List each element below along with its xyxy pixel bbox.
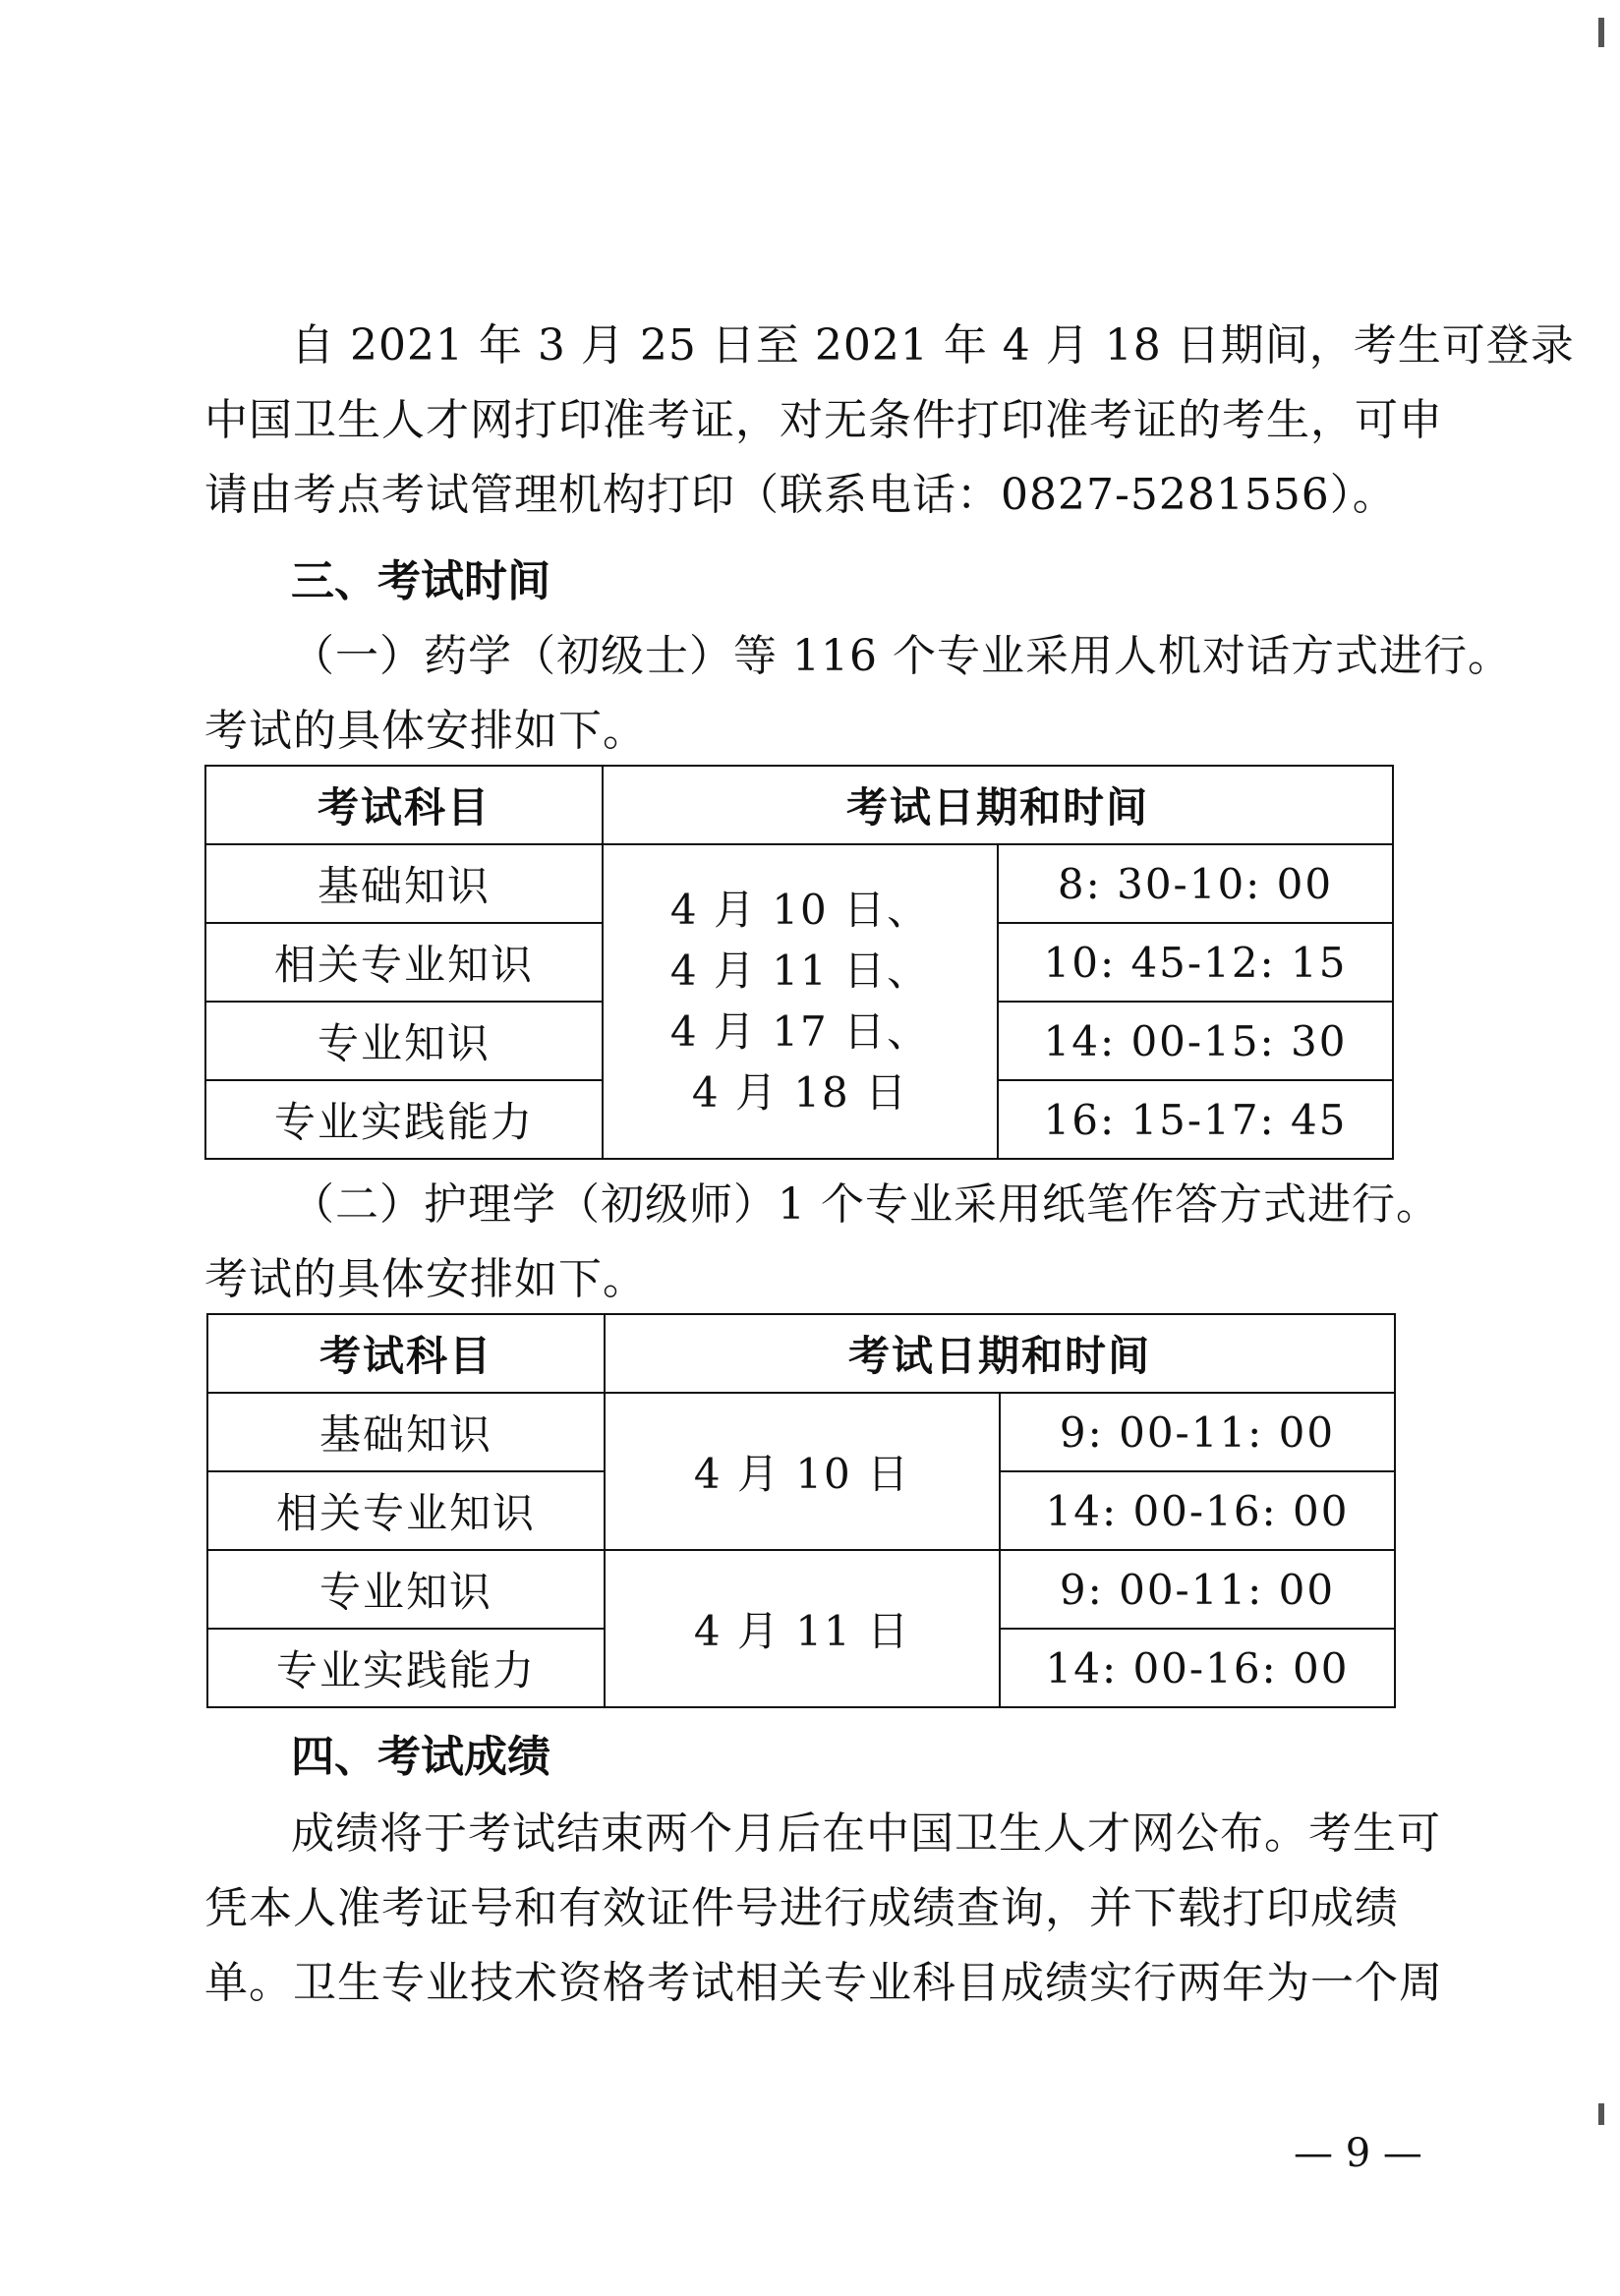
table1-date-line: 4 月 10 日、 <box>669 886 931 934</box>
table1-header-datetime: 考试日期和时间 <box>603 766 1393 844</box>
exam-schedule-table-1 <box>204 765 1394 1160</box>
exam-schedule-table-2 <box>206 1313 1396 1708</box>
scan-edge-mark <box>1598 2103 1604 2125</box>
table2-time-cell: 9: 00-11: 00 <box>1000 1393 1395 1471</box>
intro-line-2: 中国卫生人才网打印准考证，对无条件打印准考证的考生，可申 <box>204 395 1443 445</box>
table2-subject-cell: 专业知识 <box>207 1550 605 1629</box>
table2-subject-cell: 基础知识 <box>207 1393 605 1471</box>
table2-subject-cell: 相关专业知识 <box>207 1471 605 1550</box>
scan-edge-mark <box>1598 18 1604 47</box>
table1-time-cell: 10: 45-12: 15 <box>998 923 1393 1002</box>
section-heading-exam-time: 三、考试时间 <box>291 556 550 606</box>
subsection-1-line-1: （一）药学（初级士）等 116 个专业采用人机对话方式进行。 <box>291 631 1512 681</box>
section-heading-exam-results: 四、考试成绩 <box>291 1732 550 1782</box>
table1-date-cell <box>603 844 998 1159</box>
subsection-2-line-2: 考试的具体安排如下。 <box>204 1254 647 1304</box>
table2-date-cell: 4 月 11 日 <box>605 1550 1000 1707</box>
table1-date-line: 4 月 18 日 <box>691 1068 909 1117</box>
results-line-1: 成绩将于考试结束两个月后在中国卫生人才网公布。考生可 <box>291 1808 1441 1859</box>
subsection-2-line-1: （二）护理学（初级师）1 个专业采用纸笔作答方式进行。 <box>291 1179 1440 1230</box>
table1-time-cell: 14: 00-15: 30 <box>998 1002 1393 1080</box>
table2-time-cell: 14: 00-16: 00 <box>1000 1471 1395 1550</box>
table2-header-datetime: 考试日期和时间 <box>605 1314 1395 1393</box>
table1-subject-cell: 相关专业知识 <box>205 923 603 1002</box>
table1-subject-cell: 基础知识 <box>205 844 603 923</box>
table1-time-cell: 16: 15-17: 45 <box>998 1080 1393 1159</box>
table1-subject-cell: 专业实践能力 <box>205 1080 603 1159</box>
intro-line-3: 请由考点考试管理机构打印（联系电话：0827-5281556）。 <box>204 470 1397 520</box>
table1-date-line: 4 月 17 日、 <box>669 1007 931 1056</box>
table2-time-cell: 9: 00-11: 00 <box>1000 1550 1395 1629</box>
results-line-2: 凭本人准考证号和有效证件号进行成绩查询，并下载打印成绩 <box>204 1883 1399 1933</box>
table2-subject-cell: 专业实践能力 <box>207 1629 605 1707</box>
table1-time-cell: 8: 30-10: 00 <box>998 844 1393 923</box>
table1-subject-cell: 专业知识 <box>205 1002 603 1080</box>
intro-line-1: 自 2021 年 3 月 25 日至 2021 年 4 月 18 日期间，考生可登录 <box>291 320 1575 371</box>
results-line-3: 单。卫生专业技术资格考试相关专业科目成绩实行两年为一个周 <box>204 1958 1443 2008</box>
table1-date-line: 4 月 11 日、 <box>669 947 931 995</box>
table2-header-subject: 考试科目 <box>207 1314 605 1393</box>
page-number: — 9 — <box>1294 2131 1422 2176</box>
table2-date-cell: 4 月 10 日 <box>605 1393 1000 1550</box>
table1-header-subject: 考试科目 <box>205 766 603 844</box>
table2-time-cell: 14: 00-16: 00 <box>1000 1629 1395 1707</box>
subsection-1-line-2: 考试的具体安排如下。 <box>204 706 647 756</box>
